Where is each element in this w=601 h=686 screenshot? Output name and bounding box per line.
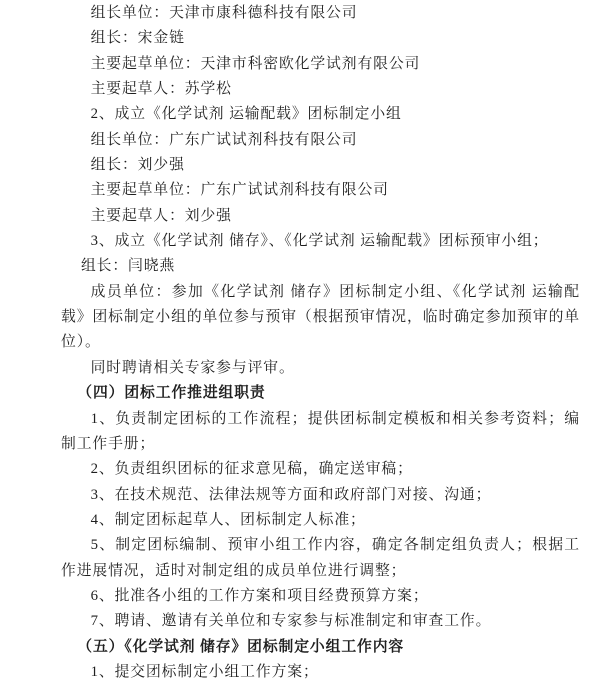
para-duty-2: 2、负责组织团标的征求意见稿，确定送审稿； xyxy=(90,461,413,478)
para-review-group-title: 3、成立《化学试剂 储存》、《化学试剂 运输配载》团标预审小组； xyxy=(90,233,549,250)
para-group2-title: 2、成立《化学试剂 运输配载》团标制定小组 xyxy=(90,106,402,123)
para-group2-drafter: 主要起草人：刘少强 xyxy=(90,207,232,224)
para-duty-7: 7、聘请、邀请有关单位和专家参与标准制定和审查工作。 xyxy=(90,613,492,630)
para-group1-drafter: 主要起草人：苏学松 xyxy=(90,81,232,98)
para-task-1: 1、提交团标制定小组工作方案； xyxy=(90,663,319,680)
para-duty-5: 5、制定团标编制、预审小组工作内容，确定各制定组负责人；根据工作进展情况，适时对制定组的成员单位进行调整； xyxy=(61,537,580,579)
para-review-group-leader: 组长：闫晓燕 xyxy=(80,258,176,275)
para-duty-6: 6、批准各小组的工作方案和项目经费预算方案； xyxy=(90,587,429,604)
para-group2-leader-unit: 组长单位：广东广试试剂科技有限公司 xyxy=(90,131,358,148)
para-duty-3: 3、在技术规范、法律法规等方面和政府部门对接、沟通； xyxy=(90,486,492,503)
para-group2-leader: 组长：刘少强 xyxy=(90,157,185,174)
para-duty-4: 4、制定团标起草人、团标制定人标准； xyxy=(90,511,366,528)
para-group1-drafting-unit: 主要起草单位：天津市科密欧化学试剂有限公司 xyxy=(90,55,421,72)
para-group1-leader-unit: 组长单位：天津市康科德科技有限公司 xyxy=(90,5,358,21)
para-expert-review: 同时聘请相关专家参与评审。 xyxy=(90,359,295,376)
para-group1-leader: 组长：宋金链 xyxy=(90,30,185,47)
para-duty-1: 1、负责制定团标的工作流程；提供团标制定模板和相关参考资料；编制工作手册； xyxy=(61,410,580,452)
para-group2-drafting-unit: 主要起草单位：广东广试试剂科技有限公司 xyxy=(90,182,389,199)
heading-section-5: （五）《化学试剂 储存》团标制定小组工作内容 xyxy=(77,638,405,655)
para-review-member-units: 成员单位：参加《化学试剂 储存》团标制定小组、《化学试剂 运输配载》团标制定小组的单位参与预审（根据预审情况，临时确定参加预审的单位）。 xyxy=(61,283,580,351)
heading-section-4: （四）团标工作推进组职责 xyxy=(77,385,266,402)
